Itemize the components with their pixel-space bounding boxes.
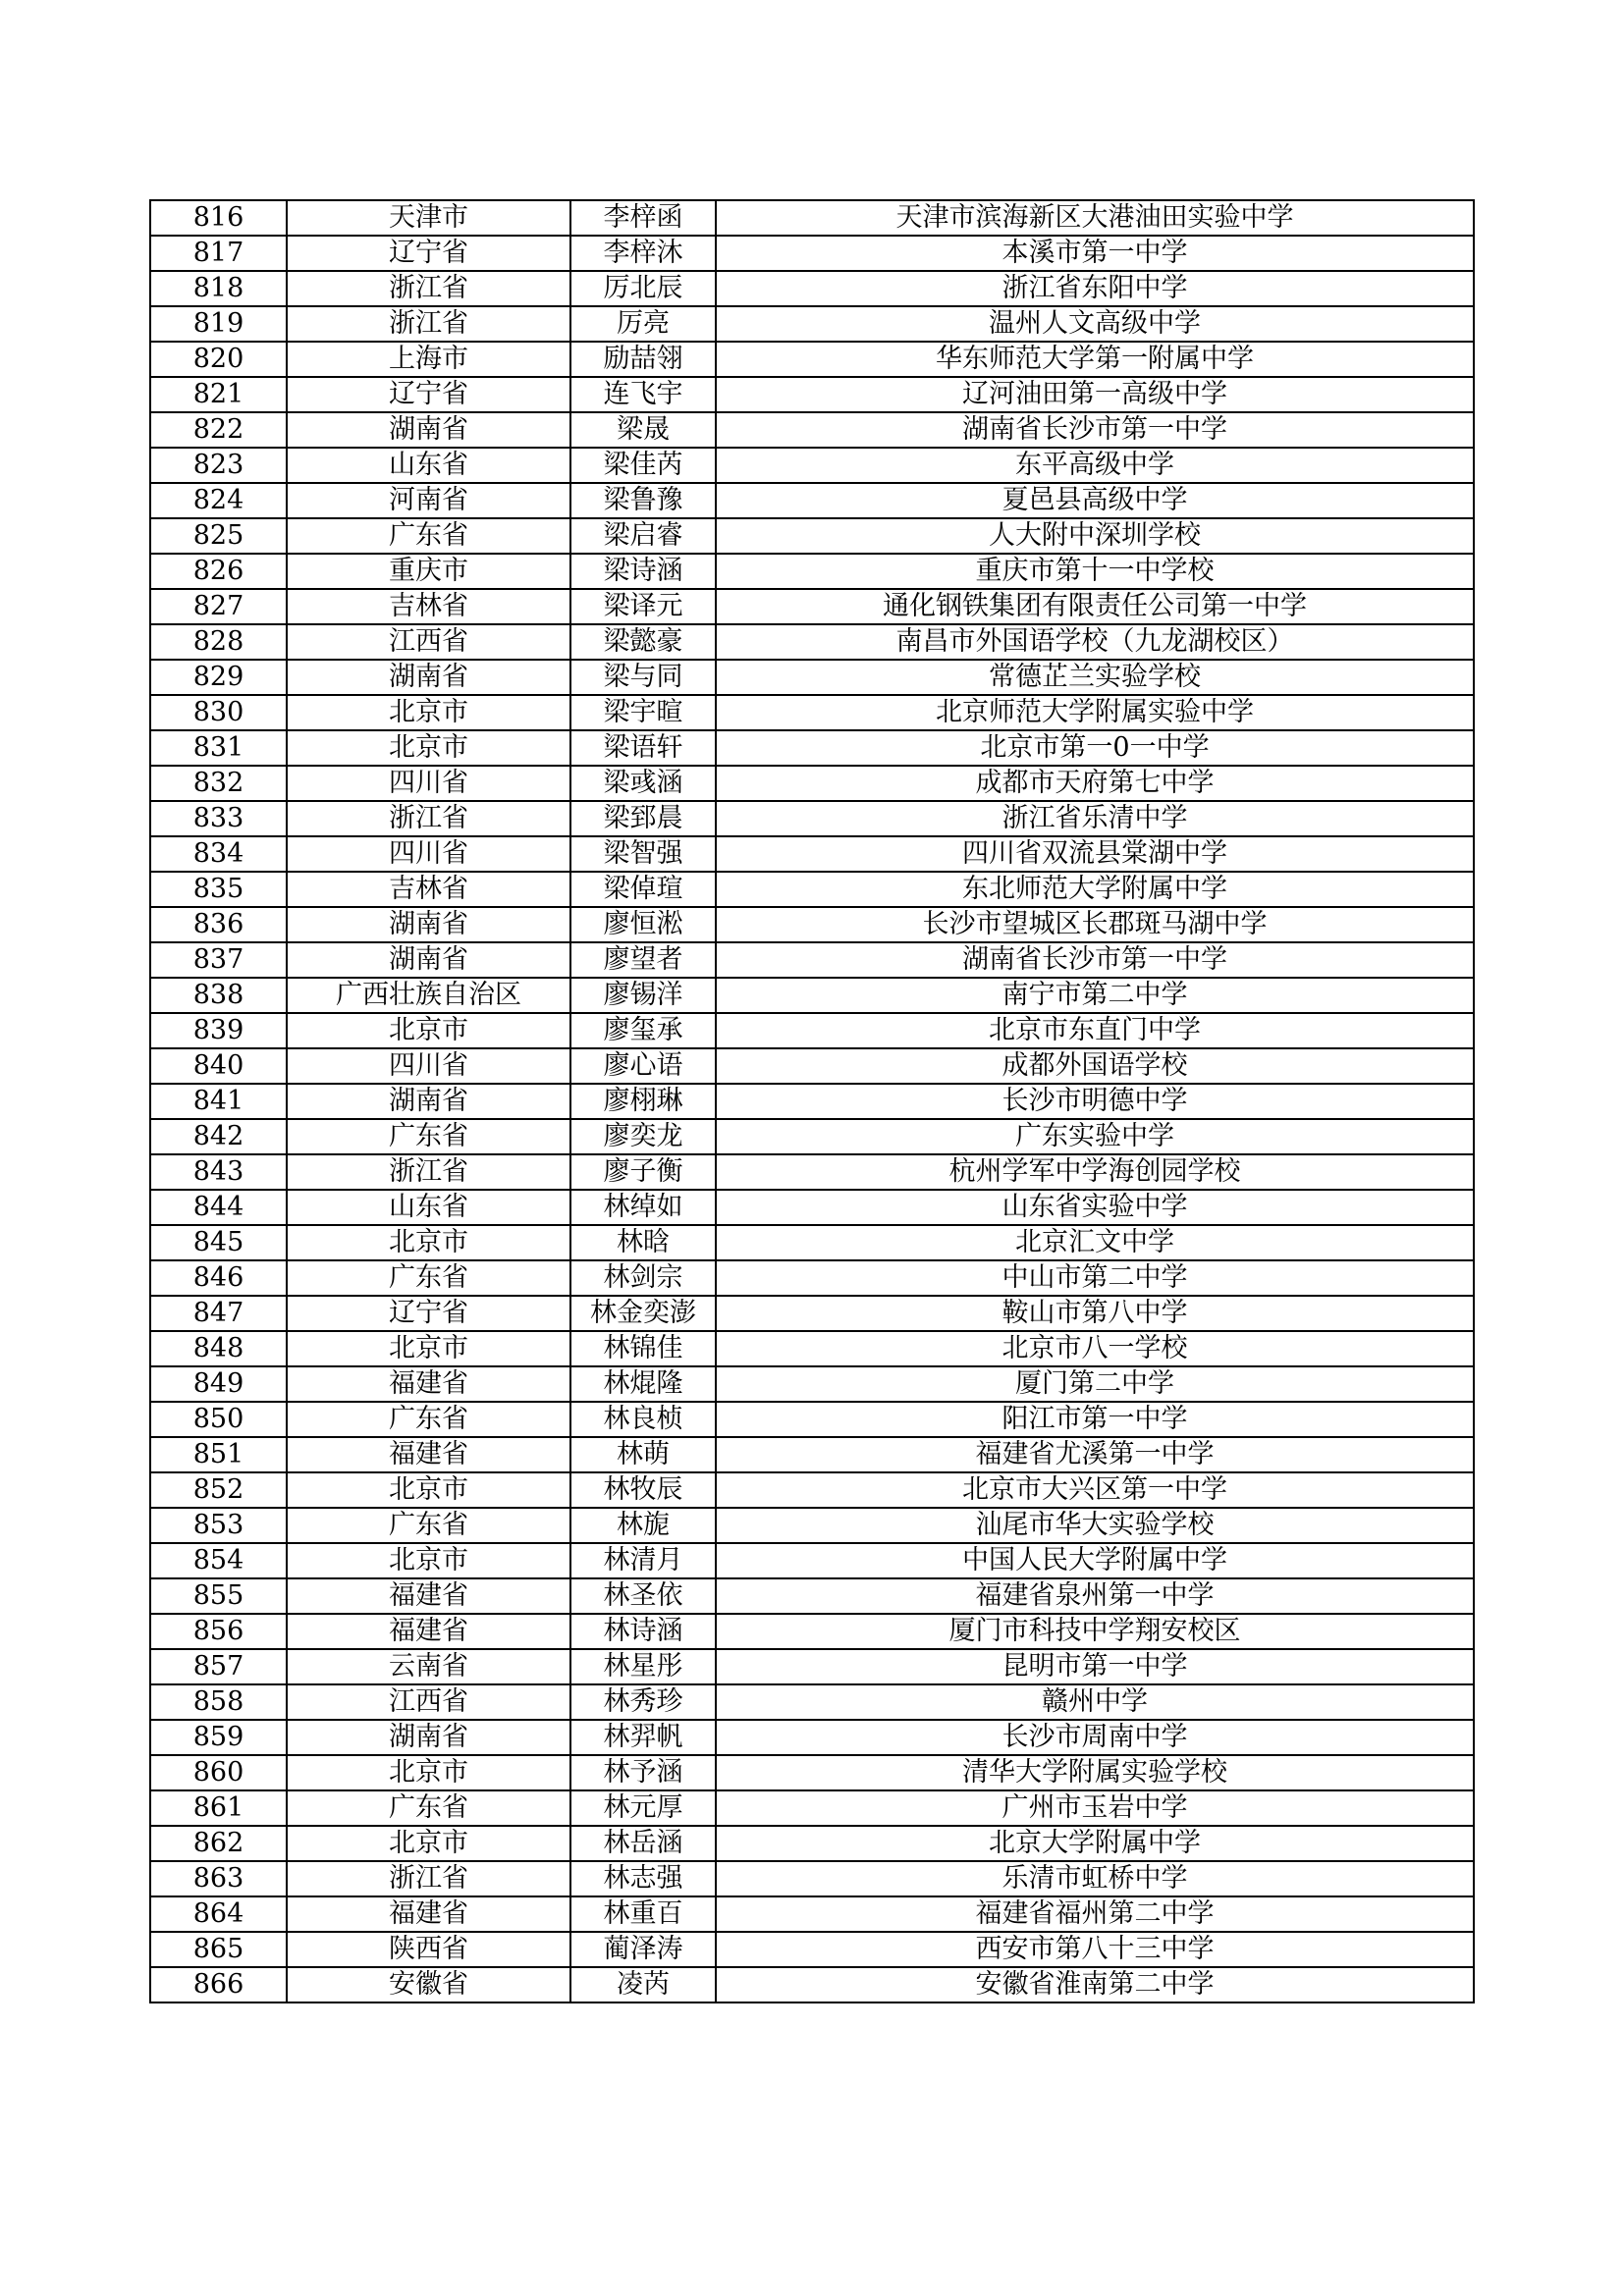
- table-row: [150, 1755, 1474, 1790]
- table-row: [150, 695, 1474, 730]
- name-cell: 梁译元: [570, 589, 716, 624]
- row-number-cell: 835: [150, 872, 287, 907]
- row-number-cell: 861: [150, 1790, 287, 1826]
- school-cell: 汕尾市华大实验学校: [716, 1508, 1474, 1543]
- row-number-cell: 862: [150, 1826, 287, 1861]
- name-cell: 梁语轩: [570, 730, 716, 766]
- row-number-cell: 866: [150, 1967, 287, 2002]
- name-cell: 廖栩琳: [570, 1084, 716, 1119]
- name-cell: 廖玺承: [570, 1013, 716, 1048]
- school-cell: 常德芷兰实验学校: [716, 660, 1474, 695]
- table-row: [150, 554, 1474, 589]
- table-row: [150, 1649, 1474, 1684]
- name-cell: 林良桢: [570, 1402, 716, 1437]
- table-row: [150, 1790, 1474, 1826]
- school-cell: 福建省福州第二中学: [716, 1896, 1474, 1932]
- province-cell: 河南省: [287, 483, 570, 518]
- name-cell: 林重百: [570, 1896, 716, 1932]
- table-row: [150, 1861, 1474, 1896]
- school-cell: 山东省实验中学: [716, 1190, 1474, 1225]
- table-row: [150, 1437, 1474, 1472]
- table-row: [150, 942, 1474, 978]
- row-number-cell: 850: [150, 1402, 287, 1437]
- province-cell: 广东省: [287, 1119, 570, 1154]
- row-number-cell: 845: [150, 1225, 287, 1260]
- row-number-cell: 844: [150, 1190, 287, 1225]
- name-cell: 梁鲁豫: [570, 483, 716, 518]
- row-number-cell: 839: [150, 1013, 287, 1048]
- name-cell: 林牧辰: [570, 1472, 716, 1508]
- name-cell: 梁与同: [570, 660, 716, 695]
- province-cell: 广西壮族自治区: [287, 978, 570, 1013]
- row-number-cell: 821: [150, 377, 287, 412]
- province-cell: 福建省: [287, 1614, 570, 1649]
- name-cell: 林羿帆: [570, 1720, 716, 1755]
- province-cell: 福建省: [287, 1578, 570, 1614]
- table-row: [150, 1190, 1474, 1225]
- name-cell: 廖奕龙: [570, 1119, 716, 1154]
- name-cell: 廖心语: [570, 1048, 716, 1084]
- table-row: [150, 836, 1474, 872]
- school-cell: 北京大学附属中学: [716, 1826, 1474, 1861]
- school-cell: 昆明市第一中学: [716, 1649, 1474, 1684]
- row-number-cell: 848: [150, 1331, 287, 1366]
- province-cell: 山东省: [287, 448, 570, 483]
- row-number-cell: 832: [150, 766, 287, 801]
- school-cell: 成都外国语学校: [716, 1048, 1474, 1084]
- school-cell: 长沙市明德中学: [716, 1084, 1474, 1119]
- school-cell: 北京市东直门中学: [716, 1013, 1474, 1048]
- name-cell: 梁倬瑄: [570, 872, 716, 907]
- school-cell: 北京市八一学校: [716, 1331, 1474, 1366]
- school-cell: 北京市大兴区第一中学: [716, 1472, 1474, 1508]
- school-cell: 杭州学军中学海创园学校: [716, 1154, 1474, 1190]
- school-cell: 乐清市虹桥中学: [716, 1861, 1474, 1896]
- province-cell: 上海市: [287, 342, 570, 377]
- name-cell: 廖望者: [570, 942, 716, 978]
- name-cell: 梁智强: [570, 836, 716, 872]
- name-cell: 林晗: [570, 1225, 716, 1260]
- province-cell: 云南省: [287, 1649, 570, 1684]
- table-row: [150, 1154, 1474, 1190]
- name-cell: 林绰如: [570, 1190, 716, 1225]
- row-number-cell: 833: [150, 801, 287, 836]
- school-cell: 广东实验中学: [716, 1119, 1474, 1154]
- row-number-cell: 830: [150, 695, 287, 730]
- row-number-cell: 819: [150, 306, 287, 342]
- name-cell: 林志强: [570, 1861, 716, 1896]
- name-cell: 蔺泽涛: [570, 1932, 716, 1967]
- name-cell: 梁启睿: [570, 518, 716, 554]
- row-number-cell: 858: [150, 1684, 287, 1720]
- table-row: [150, 1826, 1474, 1861]
- name-cell: 梁彧涵: [570, 766, 716, 801]
- row-number-cell: 818: [150, 271, 287, 306]
- table-row: [150, 306, 1474, 342]
- province-cell: 广东省: [287, 1508, 570, 1543]
- province-cell: 天津市: [287, 200, 570, 236]
- school-cell: 湖南省长沙市第一中学: [716, 942, 1474, 978]
- school-cell: 赣州中学: [716, 1684, 1474, 1720]
- province-cell: 山东省: [287, 1190, 570, 1225]
- table-row: [150, 660, 1474, 695]
- row-number-cell: 817: [150, 236, 287, 271]
- name-cell: 林焜隆: [570, 1366, 716, 1402]
- school-cell: 长沙市周南中学: [716, 1720, 1474, 1755]
- school-cell: 中山市第二中学: [716, 1260, 1474, 1296]
- name-cell: 林萌: [570, 1437, 716, 1472]
- school-cell: 辽河油田第一高级中学: [716, 377, 1474, 412]
- name-cell: 梁懿豪: [570, 624, 716, 660]
- school-cell: 东北师范大学附属中学: [716, 872, 1474, 907]
- name-cell: 林元厚: [570, 1790, 716, 1826]
- name-cell: 连飞宇: [570, 377, 716, 412]
- province-cell: 湖南省: [287, 942, 570, 978]
- table-row: [150, 1048, 1474, 1084]
- table-row: [150, 1366, 1474, 1402]
- table-row: [150, 1225, 1474, 1260]
- province-cell: 湖南省: [287, 412, 570, 448]
- table-row: [150, 448, 1474, 483]
- school-cell: 中国人民大学附属中学: [716, 1543, 1474, 1578]
- row-number-cell: 849: [150, 1366, 287, 1402]
- province-cell: 四川省: [287, 836, 570, 872]
- row-number-cell: 846: [150, 1260, 287, 1296]
- school-cell: 北京汇文中学: [716, 1225, 1474, 1260]
- province-cell: 湖南省: [287, 1720, 570, 1755]
- school-cell: 东平高级中学: [716, 448, 1474, 483]
- school-cell: 人大附中深圳学校: [716, 518, 1474, 554]
- row-number-cell: 863: [150, 1861, 287, 1896]
- school-cell: 夏邑县高级中学: [716, 483, 1474, 518]
- province-cell: 广东省: [287, 1260, 570, 1296]
- row-number-cell: 851: [150, 1437, 287, 1472]
- province-cell: 北京市: [287, 1472, 570, 1508]
- province-cell: 湖南省: [287, 907, 570, 942]
- table-row: [150, 1720, 1474, 1755]
- table-row: [150, 377, 1474, 412]
- province-cell: 吉林省: [287, 872, 570, 907]
- row-number-cell: 837: [150, 942, 287, 978]
- table-row: [150, 1260, 1474, 1296]
- table-row: [150, 1896, 1474, 1932]
- row-number-cell: 859: [150, 1720, 287, 1755]
- name-cell: 林金奕澎: [570, 1296, 716, 1331]
- province-cell: 重庆市: [287, 554, 570, 589]
- name-cell: 林秀珍: [570, 1684, 716, 1720]
- name-cell: 林星彤: [570, 1649, 716, 1684]
- school-cell: 浙江省东阳中学: [716, 271, 1474, 306]
- province-cell: 北京市: [287, 1013, 570, 1048]
- table-row: [150, 483, 1474, 518]
- school-cell: 四川省双流县棠湖中学: [716, 836, 1474, 872]
- table-row: [150, 1543, 1474, 1578]
- name-cell: 厉亮: [570, 306, 716, 342]
- name-cell: 林诗涵: [570, 1614, 716, 1649]
- row-number-cell: 824: [150, 483, 287, 518]
- school-cell: 本溪市第一中学: [716, 236, 1474, 271]
- school-cell: 福建省泉州第一中学: [716, 1578, 1474, 1614]
- school-cell: 华东师范大学第一附属中学: [716, 342, 1474, 377]
- province-cell: 广东省: [287, 1790, 570, 1826]
- name-cell: 梁宇暄: [570, 695, 716, 730]
- name-cell: 林岳涵: [570, 1826, 716, 1861]
- school-cell: 南宁市第二中学: [716, 978, 1474, 1013]
- province-cell: 辽宁省: [287, 236, 570, 271]
- school-cell: 重庆市第十一中学校: [716, 554, 1474, 589]
- name-cell: 林圣依: [570, 1578, 716, 1614]
- table-row: [150, 1084, 1474, 1119]
- table-row: [150, 1472, 1474, 1508]
- table-row: [150, 624, 1474, 660]
- row-number-cell: 857: [150, 1649, 287, 1684]
- row-number-cell: 865: [150, 1932, 287, 1967]
- school-cell: 安徽省淮南第二中学: [716, 1967, 1474, 2002]
- row-number-cell: 840: [150, 1048, 287, 1084]
- table-row: [150, 518, 1474, 554]
- row-number-cell: 820: [150, 342, 287, 377]
- roster-table: [149, 199, 1475, 2003]
- table-row: [150, 1508, 1474, 1543]
- school-cell: 浙江省乐清中学: [716, 801, 1474, 836]
- province-cell: 北京市: [287, 1826, 570, 1861]
- province-cell: 北京市: [287, 1331, 570, 1366]
- province-cell: 江西省: [287, 624, 570, 660]
- school-cell: 通化钢铁集团有限责任公司第一中学: [716, 589, 1474, 624]
- table-row: [150, 1402, 1474, 1437]
- table-row: [150, 872, 1474, 907]
- row-number-cell: 842: [150, 1119, 287, 1154]
- row-number-cell: 827: [150, 589, 287, 624]
- row-number-cell: 829: [150, 660, 287, 695]
- province-cell: 安徽省: [287, 1967, 570, 2002]
- table-row: [150, 589, 1474, 624]
- table-row: [150, 766, 1474, 801]
- province-cell: 湖南省: [287, 1084, 570, 1119]
- province-cell: 浙江省: [287, 306, 570, 342]
- province-cell: 北京市: [287, 1225, 570, 1260]
- row-number-cell: 843: [150, 1154, 287, 1190]
- table-row: [150, 907, 1474, 942]
- table-row: [150, 1331, 1474, 1366]
- row-number-cell: 822: [150, 412, 287, 448]
- province-cell: 北京市: [287, 730, 570, 766]
- table-row: [150, 200, 1474, 236]
- row-number-cell: 823: [150, 448, 287, 483]
- row-number-cell: 860: [150, 1755, 287, 1790]
- name-cell: 廖锡洋: [570, 978, 716, 1013]
- province-cell: 吉林省: [287, 589, 570, 624]
- school-cell: 阳江市第一中学: [716, 1402, 1474, 1437]
- table-row: [150, 730, 1474, 766]
- row-number-cell: 847: [150, 1296, 287, 1331]
- row-number-cell: 864: [150, 1896, 287, 1932]
- name-cell: 梁佳芮: [570, 448, 716, 483]
- name-cell: 林剑宗: [570, 1260, 716, 1296]
- table-row: [150, 412, 1474, 448]
- province-cell: 北京市: [287, 1543, 570, 1578]
- province-cell: 浙江省: [287, 271, 570, 306]
- province-cell: 广东省: [287, 518, 570, 554]
- name-cell: 梁诗涵: [570, 554, 716, 589]
- province-cell: 四川省: [287, 766, 570, 801]
- row-number-cell: 826: [150, 554, 287, 589]
- name-cell: 林清月: [570, 1543, 716, 1578]
- school-cell: 北京师范大学附属实验中学: [716, 695, 1474, 730]
- table-row: [150, 271, 1474, 306]
- table-row: [150, 1119, 1474, 1154]
- province-cell: 湖南省: [287, 660, 570, 695]
- name-cell: 励喆翎: [570, 342, 716, 377]
- name-cell: 梁郅晨: [570, 801, 716, 836]
- row-number-cell: 816: [150, 200, 287, 236]
- row-number-cell: 825: [150, 518, 287, 554]
- school-cell: 厦门市科技中学翔安校区: [716, 1614, 1474, 1649]
- province-cell: 北京市: [287, 1755, 570, 1790]
- province-cell: 辽宁省: [287, 1296, 570, 1331]
- province-cell: 浙江省: [287, 1154, 570, 1190]
- row-number-cell: 853: [150, 1508, 287, 1543]
- school-cell: 温州人文高级中学: [716, 306, 1474, 342]
- school-cell: 湖南省长沙市第一中学: [716, 412, 1474, 448]
- table-row: [150, 236, 1474, 271]
- table-row: [150, 1578, 1474, 1614]
- table-row: [150, 1614, 1474, 1649]
- school-cell: 福建省尤溪第一中学: [716, 1437, 1474, 1472]
- province-cell: 江西省: [287, 1684, 570, 1720]
- row-number-cell: 831: [150, 730, 287, 766]
- school-cell: 西安市第八十三中学: [716, 1932, 1474, 1967]
- school-cell: 北京市第一0一中学: [716, 730, 1474, 766]
- name-cell: 廖恒淞: [570, 907, 716, 942]
- school-cell: 长沙市望城区长郡斑马湖中学: [716, 907, 1474, 942]
- row-number-cell: 836: [150, 907, 287, 942]
- province-cell: 广东省: [287, 1402, 570, 1437]
- school-cell: 清华大学附属实验学校: [716, 1755, 1474, 1790]
- table-row: [150, 342, 1474, 377]
- table-row: [150, 978, 1474, 1013]
- row-number-cell: 852: [150, 1472, 287, 1508]
- province-cell: 北京市: [287, 695, 570, 730]
- name-cell: 林予涵: [570, 1755, 716, 1790]
- row-number-cell: 855: [150, 1578, 287, 1614]
- roster-table-body: [150, 200, 1474, 2002]
- school-cell: 南昌市外国语学校（九龙湖校区）: [716, 624, 1474, 660]
- name-cell: 厉北辰: [570, 271, 716, 306]
- row-number-cell: 828: [150, 624, 287, 660]
- province-cell: 福建省: [287, 1366, 570, 1402]
- school-cell: 成都市天府第七中学: [716, 766, 1474, 801]
- table-row: [150, 1932, 1474, 1967]
- school-cell: 鞍山市第八中学: [716, 1296, 1474, 1331]
- name-cell: 廖子衡: [570, 1154, 716, 1190]
- school-cell: 天津市滨海新区大港油田实验中学: [716, 200, 1474, 236]
- name-cell: 凌芮: [570, 1967, 716, 2002]
- row-number-cell: 854: [150, 1543, 287, 1578]
- name-cell: 李梓沐: [570, 236, 716, 271]
- row-number-cell: 838: [150, 978, 287, 1013]
- name-cell: 林旎: [570, 1508, 716, 1543]
- name-cell: 梁晟: [570, 412, 716, 448]
- school-cell: 广州市玉岩中学: [716, 1790, 1474, 1826]
- province-cell: 四川省: [287, 1048, 570, 1084]
- table-row: [150, 1013, 1474, 1048]
- province-cell: 陕西省: [287, 1932, 570, 1967]
- table-row: [150, 1967, 1474, 2002]
- school-cell: 厦门第二中学: [716, 1366, 1474, 1402]
- table-row: [150, 801, 1474, 836]
- table-row: [150, 1684, 1474, 1720]
- province-cell: 辽宁省: [287, 377, 570, 412]
- province-cell: 福建省: [287, 1896, 570, 1932]
- province-cell: 浙江省: [287, 801, 570, 836]
- table-row: [150, 1296, 1474, 1331]
- row-number-cell: 856: [150, 1614, 287, 1649]
- row-number-cell: 841: [150, 1084, 287, 1119]
- name-cell: 林锦佳: [570, 1331, 716, 1366]
- province-cell: 福建省: [287, 1437, 570, 1472]
- name-cell: 李梓函: [570, 200, 716, 236]
- province-cell: 浙江省: [287, 1861, 570, 1896]
- row-number-cell: 834: [150, 836, 287, 872]
